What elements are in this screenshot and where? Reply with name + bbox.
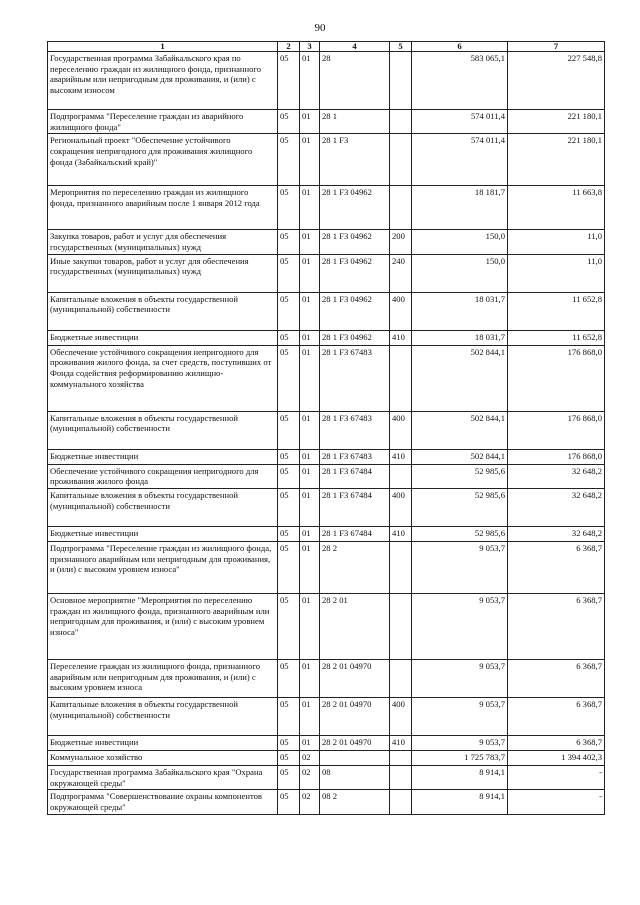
- amount-col7: 221 180,1: [508, 134, 605, 186]
- table-row: [48, 186, 605, 230]
- amount-col7: 11 652,8: [508, 330, 605, 345]
- table-row: [48, 449, 605, 464]
- row-name: Бюджетные инвестиции: [48, 330, 278, 345]
- amount-col6: 574 011,4: [412, 110, 508, 134]
- section-code: 05: [278, 449, 300, 464]
- expense-type-code: [390, 186, 412, 230]
- target-article-code: 28 1 F3 04962: [320, 186, 390, 230]
- section-code: 05: [278, 230, 300, 254]
- target-article-code: 28 1 F3 04962: [320, 292, 390, 330]
- row-name: Переселение граждан из жилищного фонда, признанного аварийным или непригодным для проживания, и (или) с высоким уровнем износа: [48, 659, 278, 697]
- amount-col7: 227 548,8: [508, 52, 605, 110]
- subsection-code: 02: [300, 765, 320, 789]
- row-name: Бюджетные инвестиции: [48, 449, 278, 464]
- subsection-code: 01: [300, 464, 320, 488]
- row-name: Капитальные вложения в объекты государственной (муниципальной) собственности: [48, 411, 278, 449]
- target-article-code: 28 1 F3 67484: [320, 526, 390, 541]
- subsection-code: 01: [300, 593, 320, 659]
- table-row: [48, 292, 605, 330]
- amount-col7: -: [508, 790, 605, 814]
- target-article-code: 28 1 F3 04962: [320, 330, 390, 345]
- column-header: 4: [320, 42, 390, 52]
- target-article-code: 28 1 F3 67483: [320, 449, 390, 464]
- amount-col7: 32 648,2: [508, 526, 605, 541]
- row-name: Закупка товаров, работ и услуг для обеспечения государственных (муниципальных) нужд: [48, 230, 278, 254]
- table-row: [48, 659, 605, 697]
- amount-col6: 574 011,4: [412, 134, 508, 186]
- column-header: 7: [508, 42, 605, 52]
- section-code: 05: [278, 593, 300, 659]
- subsection-code: 02: [300, 750, 320, 765]
- amount-col6: 502 844,1: [412, 345, 508, 411]
- subsection-code: 01: [300, 411, 320, 449]
- table-row: [48, 134, 605, 186]
- row-name: Коммунальное хозяйство: [48, 750, 278, 765]
- column-header: 2: [278, 42, 300, 52]
- amount-col7: 32 648,2: [508, 488, 605, 526]
- table-row: [48, 697, 605, 735]
- amount-col7: 32 648,2: [508, 464, 605, 488]
- amount-col6: 8 914,1: [412, 790, 508, 814]
- column-header: 6: [412, 42, 508, 52]
- amount-col6: 150,0: [412, 254, 508, 292]
- target-article-code: 28 1 F3 67483: [320, 411, 390, 449]
- table-body: [48, 52, 605, 815]
- expense-type-code: 400: [390, 488, 412, 526]
- amount-col6: 8 914,1: [412, 765, 508, 789]
- amount-col6: 52 985,6: [412, 464, 508, 488]
- amount-col6: 9 053,7: [412, 735, 508, 750]
- section-code: 05: [278, 765, 300, 789]
- amount-col7: 6 368,7: [508, 659, 605, 697]
- section-code: 05: [278, 697, 300, 735]
- amount-col6: 52 985,6: [412, 488, 508, 526]
- amount-col6: 52 985,6: [412, 526, 508, 541]
- target-article-code: 28 1 F3 67484: [320, 488, 390, 526]
- amount-col6: 18 031,7: [412, 330, 508, 345]
- target-article-code: 28 2: [320, 541, 390, 593]
- table-row: [48, 526, 605, 541]
- amount-col7: 1 394 402,3: [508, 750, 605, 765]
- target-article-code: 28 1 F3 67483: [320, 345, 390, 411]
- section-code: 05: [278, 790, 300, 814]
- table-row: [48, 593, 605, 659]
- column-header: 1: [48, 42, 278, 52]
- expense-type-code: [390, 765, 412, 789]
- section-code: 05: [278, 526, 300, 541]
- column-header: 5: [390, 42, 412, 52]
- expense-type-code: [390, 790, 412, 814]
- section-code: 05: [278, 292, 300, 330]
- target-article-code: 28 1 F3: [320, 134, 390, 186]
- section-code: 05: [278, 52, 300, 110]
- header-row: [48, 42, 605, 52]
- target-article-code: 08: [320, 765, 390, 789]
- expense-type-code: 410: [390, 526, 412, 541]
- subsection-code: 01: [300, 488, 320, 526]
- subsection-code: 02: [300, 790, 320, 814]
- table-row: [48, 230, 605, 254]
- subsection-code: 01: [300, 230, 320, 254]
- target-article-code: 08 2: [320, 790, 390, 814]
- amount-col7: 11,0: [508, 254, 605, 292]
- expense-type-code: [390, 593, 412, 659]
- amount-col6: 18 181,7: [412, 186, 508, 230]
- amount-col7: 176 868,0: [508, 449, 605, 464]
- amount-col7: 221 180,1: [508, 110, 605, 134]
- section-code: 05: [278, 186, 300, 230]
- subsection-code: 01: [300, 134, 320, 186]
- expense-type-code: 400: [390, 292, 412, 330]
- row-name: Мероприятия по переселению граждан из жилищного фонда, признанного аварийным после 1 января 2012 года: [48, 186, 278, 230]
- expense-type-code: 400: [390, 411, 412, 449]
- table-row: [48, 750, 605, 765]
- target-article-code: 28 1 F3 04962: [320, 230, 390, 254]
- subsection-code: 01: [300, 526, 320, 541]
- row-name: Обеспечение устойчивого сокращения непригодного для проживания жилого фонда: [48, 464, 278, 488]
- amount-col7: 6 368,7: [508, 735, 605, 750]
- subsection-code: 01: [300, 345, 320, 411]
- amount-col6: 1 725 783,7: [412, 750, 508, 765]
- table-row: [48, 110, 605, 134]
- expense-type-code: 410: [390, 330, 412, 345]
- section-code: 05: [278, 254, 300, 292]
- row-name: Обеспечение устойчивого сокращения непригодного для проживания жилого фонда, за счет средств, поступивших от Фонда содействия реформированию жилищно-коммунального хозяйства: [48, 345, 278, 411]
- row-name: Капитальные вложения в объекты государственной (муниципальной) собственности: [48, 697, 278, 735]
- table-row: [48, 254, 605, 292]
- subsection-code: 01: [300, 110, 320, 134]
- section-code: 05: [278, 411, 300, 449]
- target-article-code: 28 1: [320, 110, 390, 134]
- amount-col7: 6 368,7: [508, 593, 605, 659]
- amount-col6: 9 053,7: [412, 593, 508, 659]
- amount-col7: 6 368,7: [508, 541, 605, 593]
- row-name: Капитальные вложения в объекты государственной (муниципальной) собственности: [48, 488, 278, 526]
- expense-type-code: 400: [390, 697, 412, 735]
- column-header: 3: [300, 42, 320, 52]
- amount-col7: 176 868,0: [508, 411, 605, 449]
- section-code: 05: [278, 750, 300, 765]
- table-row: [48, 52, 605, 110]
- amount-col7: -: [508, 765, 605, 789]
- table-row: [48, 735, 605, 750]
- amount-col7: 176 868,0: [508, 345, 605, 411]
- subsection-code: 01: [300, 254, 320, 292]
- table-row: [48, 765, 605, 789]
- amount-col6: 583 065,1: [412, 52, 508, 110]
- table-row: [48, 541, 605, 593]
- section-code: 05: [278, 345, 300, 411]
- subsection-code: 01: [300, 186, 320, 230]
- amount-col6: 150,0: [412, 230, 508, 254]
- expense-type-code: [390, 52, 412, 110]
- subsection-code: 01: [300, 330, 320, 345]
- amount-col6: 9 053,7: [412, 697, 508, 735]
- section-code: 05: [278, 541, 300, 593]
- row-name: Государственная программа Забайкальского края по переселению граждан из жилищного фонда, признанного аварийным или непригодным для проживания, и (или) с высоким износом: [48, 52, 278, 110]
- target-article-code: 28: [320, 52, 390, 110]
- row-name: Бюджетные инвестиции: [48, 735, 278, 750]
- subsection-code: 01: [300, 659, 320, 697]
- target-article-code: 28 1 F3 67484: [320, 464, 390, 488]
- row-name: Капитальные вложения в объекты государственной (муниципальной) собственности: [48, 292, 278, 330]
- amount-col7: 11 652,8: [508, 292, 605, 330]
- section-code: 05: [278, 134, 300, 186]
- target-article-code: 28 1 F3 04962: [320, 254, 390, 292]
- expense-type-code: [390, 110, 412, 134]
- table-row: [48, 790, 605, 814]
- expense-type-code: [390, 659, 412, 697]
- amount-col7: 11,0: [508, 230, 605, 254]
- section-code: 05: [278, 735, 300, 750]
- subsection-code: 01: [300, 52, 320, 110]
- table-row: [48, 411, 605, 449]
- amount-col6: 502 844,1: [412, 449, 508, 464]
- budget-table: [47, 41, 605, 815]
- amount-col6: 9 053,7: [412, 659, 508, 697]
- section-code: 05: [278, 330, 300, 345]
- subsection-code: 01: [300, 541, 320, 593]
- expense-type-code: [390, 541, 412, 593]
- table-row: [48, 488, 605, 526]
- target-article-code: 28 2 01 04970: [320, 735, 390, 750]
- section-code: 05: [278, 464, 300, 488]
- expense-type-code: [390, 134, 412, 186]
- target-article-code: 28 2 01 04970: [320, 697, 390, 735]
- target-article-code: [320, 750, 390, 765]
- row-name: Подпрограмма "Переселение граждан из аварийного жилищного фонда": [48, 110, 278, 134]
- row-name: Региональный проект "Обеспечение устойчивого сокращения непригодного для проживания жилищного фонда (Забайкальский край)": [48, 134, 278, 186]
- subsection-code: 01: [300, 697, 320, 735]
- table-row: [48, 464, 605, 488]
- row-name: Бюджетные инвестиции: [48, 526, 278, 541]
- section-code: 05: [278, 488, 300, 526]
- page-number: 90: [314, 22, 326, 34]
- section-code: 05: [278, 110, 300, 134]
- row-name: Подпрограмма "Переселение граждан из жилищного фонда, признанного аварийным или непригодным для проживания, и (или) с высоким уровнем износа": [48, 541, 278, 593]
- section-code: 05: [278, 659, 300, 697]
- expense-type-code: 200: [390, 230, 412, 254]
- row-name: Основное мероприятие "Мероприятия по переселению граждан из жилищного фонда, признанного аварийным или непригодным для проживания, и (или) с высоким уровнем износа": [48, 593, 278, 659]
- expense-type-code: [390, 464, 412, 488]
- amount-col6: 9 053,7: [412, 541, 508, 593]
- row-name: Иные закупки товаров, работ и услуг для обеспечения государственных (муниципальных) нужд: [48, 254, 278, 292]
- amount-col6: 18 031,7: [412, 292, 508, 330]
- table-row: [48, 345, 605, 411]
- expense-type-code: [390, 345, 412, 411]
- subsection-code: 01: [300, 735, 320, 750]
- table-row: [48, 330, 605, 345]
- row-name: Подпрограмма "Совершенствование охраны компонентов окружающей среды": [48, 790, 278, 814]
- expense-type-code: 410: [390, 449, 412, 464]
- expense-type-code: 240: [390, 254, 412, 292]
- amount-col7: 6 368,7: [508, 697, 605, 735]
- row-name: Государственная программа Забайкальского края "Охрана окружающей среды": [48, 765, 278, 789]
- subsection-code: 01: [300, 292, 320, 330]
- amount-col6: 502 844,1: [412, 411, 508, 449]
- target-article-code: 28 2 01: [320, 593, 390, 659]
- expense-type-code: 410: [390, 735, 412, 750]
- expense-type-code: [390, 750, 412, 765]
- amount-col7: 11 663,8: [508, 186, 605, 230]
- subsection-code: 01: [300, 449, 320, 464]
- target-article-code: 28 2 01 04970: [320, 659, 390, 697]
